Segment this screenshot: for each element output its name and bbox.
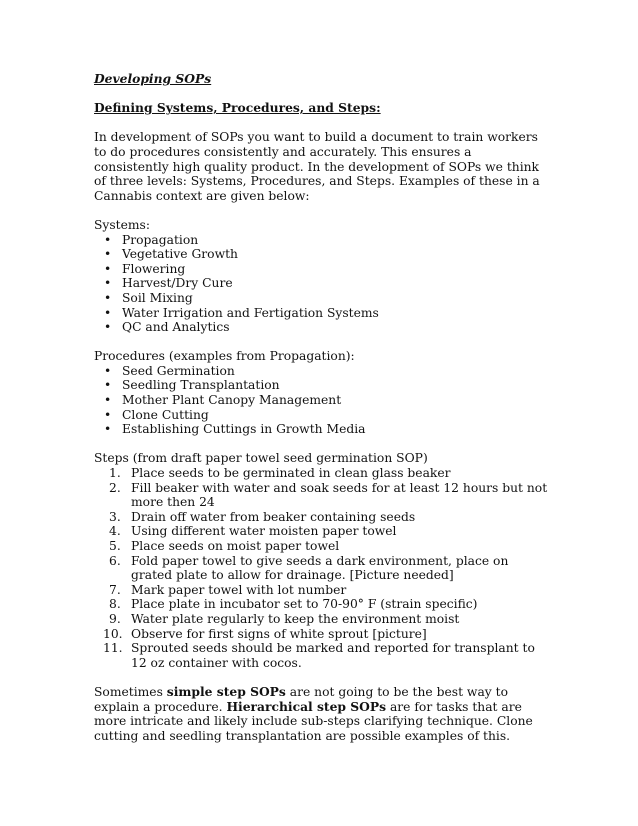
step-text: Using different water moisten paper towel xyxy=(131,524,397,539)
step-number: 7. xyxy=(109,582,121,597)
step-item xyxy=(94,612,548,627)
step-number: 8. xyxy=(109,597,121,612)
step-number: 1. xyxy=(109,466,121,481)
list-item: • Water Irrigation and Fertigation Systems xyxy=(94,306,548,321)
procedures-list xyxy=(94,364,548,437)
closing-text: are for tasks that are more intricate and likely include sub-steps clarifying technique. Clone cutting and seedling transplantation are possible examples of this. xyxy=(94,699,533,743)
systems-label: Systems: xyxy=(94,217,151,232)
intro-paragraph: In development of SOPs you want to build a document to train workers to do procedures consistently and accurately. This ensures a consistently high quality product. In the development of SOPs we think of three levels: Systems, Procedures, and Steps. Examples of these in a Cannabis context are given below: xyxy=(94,130,540,203)
closing-text: are not going to be the best way to explain a procedure. xyxy=(94,684,508,714)
closing-text: Sometimes xyxy=(94,684,167,699)
step-item xyxy=(94,510,548,525)
step-text: Water plate regularly to keep the environment moist xyxy=(131,611,460,626)
step-number: 10. xyxy=(103,626,123,641)
list-item: • Mother Plant Canopy Management xyxy=(94,393,548,408)
step-item xyxy=(94,627,548,642)
step-item xyxy=(94,539,548,554)
list-item: • Soil Mixing xyxy=(94,291,548,306)
list-item: • Establishing Cuttings in Growth Media xyxy=(94,422,548,437)
step-text: Place seeds on moist paper towel xyxy=(131,539,340,553)
step-item xyxy=(94,481,548,510)
steps-list xyxy=(94,466,548,670)
step-text: Fold paper towel to give seeds a dark environment, place on grated plate to allow for drainage. [Picture needed] xyxy=(131,553,509,583)
step-item xyxy=(94,597,548,612)
step-number: 9. xyxy=(109,611,121,626)
procedures-label: Procedures (examples from Propagation): xyxy=(94,349,355,364)
step-text: Place seeds to be germinated in clean glass beaker xyxy=(131,466,451,481)
step-text: Observe for first signs of white sprout [picture] xyxy=(131,626,427,641)
list-item: • Harvest/Dry Cure xyxy=(94,276,548,291)
closing-emphasis: Hierarchical step SOPs xyxy=(226,698,387,714)
steps-label: Steps (from draft paper towel seed germination SOP) xyxy=(94,451,428,466)
step-text: Place plate in incubator set to 70-90° F (strain specific) xyxy=(131,597,478,612)
list-item: • Flowering xyxy=(94,262,548,277)
step-number: 3. xyxy=(109,509,121,524)
list-item: • Clone Cutting xyxy=(94,408,548,423)
closing-paragraph xyxy=(94,685,548,743)
step-number: 6. xyxy=(109,553,121,568)
step-text: Sprouted seeds should be marked and reported for transplant to 12 oz container with cocos. xyxy=(131,641,535,670)
list-item: • Seed Germination xyxy=(94,364,548,379)
section-heading: Defining Systems, Procedures, and Steps: xyxy=(94,100,381,116)
step-item xyxy=(94,524,548,539)
step-item xyxy=(94,641,548,670)
list-item: • Seedling Transplantation xyxy=(94,378,548,393)
step-number: 11. xyxy=(103,641,123,656)
systems-list xyxy=(94,233,548,335)
list-item: • QC and Analytics xyxy=(94,320,548,335)
step-number: 5. xyxy=(109,539,121,553)
document-title: Developing SOPs xyxy=(94,71,212,86)
step-text: Fill beaker with water and soak seeds for at least 12 hours but not more then 24 xyxy=(131,480,548,510)
closing-emphasis: simple step SOPs xyxy=(166,683,286,699)
step-text: Mark paper towel with lot number xyxy=(131,582,347,597)
step-number: 2. xyxy=(109,480,121,495)
step-number: 4. xyxy=(109,524,121,539)
step-item xyxy=(94,583,548,598)
list-item: • Vegetative Growth xyxy=(94,247,548,262)
list-item: • Propagation xyxy=(94,233,548,248)
step-item xyxy=(94,466,548,481)
step-text: Drain off water from beaker containing seeds xyxy=(131,509,416,524)
step-item xyxy=(94,554,548,583)
